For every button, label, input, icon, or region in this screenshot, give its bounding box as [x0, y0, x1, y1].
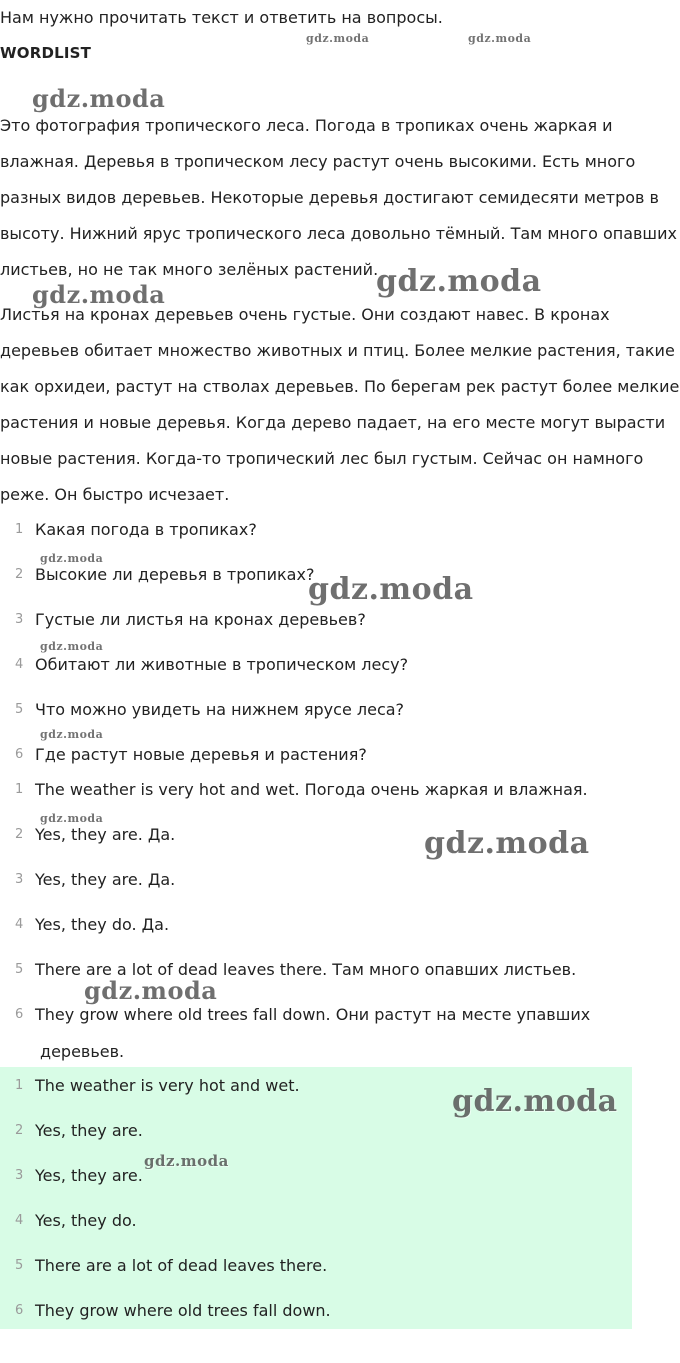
watermark: gdz.moda: [308, 572, 474, 607]
english-answer-item: [0, 1254, 680, 1280]
watermark: gdz.moda: [40, 640, 104, 653]
english-answer-number: 4: [15, 1213, 24, 1228]
english-answer-item: [0, 1119, 680, 1145]
watermark: gdz.moda: [32, 84, 166, 113]
wordlist-heading: WORDLIST: [0, 44, 92, 62]
answer-number: 5: [15, 962, 24, 977]
question-text: Какая погода в тропиках?: [35, 520, 257, 539]
english-answer-text: They grow where old trees fall down.: [35, 1301, 331, 1320]
question-item: [0, 743, 680, 769]
question-number: 2: [15, 567, 24, 582]
watermark: gdz.moda: [424, 826, 590, 861]
watermark: gdz.moda: [144, 1152, 229, 1170]
watermark: gdz.moda: [40, 552, 104, 565]
paragraph-line: как орхидеи, растут на стволах деревьев. По берегам рек растут более мелкие: [0, 377, 680, 396]
answer-number: 6: [15, 1007, 24, 1022]
watermark: gdz.moda: [32, 280, 166, 309]
english-answer-number: 6: [15, 1303, 24, 1318]
paragraph-line: Это фотография тропического леса. Погода в тропиках очень жаркая и: [0, 116, 613, 135]
paragraph-1: [0, 108, 680, 288]
question-text: Высокие ли деревья в тропиках?: [35, 565, 315, 584]
answer-item: [0, 1003, 680, 1029]
answer-number: 2: [15, 827, 24, 842]
answer-text: There are a lot of dead leaves there. Там много опавших листьев.: [35, 960, 577, 979]
english-answer-text: Yes, they are.: [35, 1121, 143, 1140]
watermark: gdz.moda: [468, 32, 532, 45]
english-answer-number: 5: [15, 1258, 24, 1273]
paragraph-line: листьев, но не так много зелёных растений.: [0, 260, 379, 279]
english-answer-item: [0, 1164, 680, 1190]
paragraph-line: растения и новые деревья. Когда дерево падает, на его месте могут вырасти: [0, 413, 666, 432]
paragraph-line: новые растения. Когда-то тропический лес был густым. Сейчас он намного: [0, 449, 644, 468]
answer-item: [0, 778, 680, 804]
intro-text: Нам нужно прочитать текст и ответить на вопросы.: [0, 8, 443, 27]
question-text: Обитают ли животные в тропическом лесу?: [35, 655, 409, 674]
paragraph-line: Листья на кронах деревьев очень густые. Они создают навес. В кронах: [0, 305, 610, 324]
watermark: gdz.moda: [40, 728, 104, 741]
english-answer-text: Yes, they are.: [35, 1166, 143, 1185]
question-item: [0, 608, 680, 634]
answer-number: 1: [15, 782, 24, 797]
paragraph-line: реже. Он быстро исчезает.: [0, 485, 230, 504]
english-answer-text: The weather is very hot and wet.: [35, 1076, 300, 1095]
answer-text: They grow where old trees fall down. Они растут на месте упавших: [35, 1005, 591, 1024]
watermark: gdz.moda: [84, 976, 218, 1005]
paragraph-2: [0, 297, 680, 513]
paragraph-line: высоту. Нижний ярус тропического леса довольно тёмный. Там много опавших: [0, 224, 677, 243]
english-answer-number: 3: [15, 1168, 24, 1183]
watermark: gdz.moda: [376, 264, 542, 299]
question-item: [0, 518, 680, 544]
question-text: Что можно увидеть на нижнем ярусе леса?: [35, 700, 405, 719]
english-answer-item: [0, 1209, 680, 1235]
question-number: 3: [15, 612, 24, 627]
watermark: gdz.moda: [40, 812, 104, 825]
question-text: Где растут новые деревья и растения?: [35, 745, 367, 764]
question-number: 1: [15, 522, 24, 537]
question-number: 5: [15, 702, 24, 717]
answer-text: Yes, they are. Да.: [35, 870, 176, 889]
paragraph-line: деревьев обитает множество животных и птиц. Более мелкие растения, такие: [0, 341, 675, 360]
english-answer-text: Yes, they do.: [35, 1211, 137, 1230]
answer-continuation: деревьев.: [40, 1042, 125, 1061]
answer-text: The weather is very hot and wet. Погода очень жаркая и влажная.: [35, 780, 588, 799]
answer-number: 3: [15, 872, 24, 887]
question-number: 4: [15, 657, 24, 672]
english-answer-item: [0, 1299, 680, 1325]
question-item: [0, 698, 680, 724]
watermark: gdz.moda: [306, 32, 370, 45]
answer-number: 4: [15, 917, 24, 932]
question-number: 6: [15, 747, 24, 762]
answer-text: Yes, they do. Да.: [35, 915, 170, 934]
english-answer-number: 1: [15, 1078, 24, 1093]
answer-item: [0, 868, 680, 894]
english-answer-number: 2: [15, 1123, 24, 1138]
paragraph-line: влажная. Деревья в тропическом лесу растут очень высокими. Есть много: [0, 152, 636, 171]
answer-text: Yes, they are. Да.: [35, 825, 176, 844]
paragraph-line: разных видов деревьев. Некоторые деревья достигают семидесяти метров в: [0, 188, 659, 207]
answer-item: [0, 913, 680, 939]
question-item: [0, 653, 680, 679]
english-answer-text: There are a lot of dead leaves there.: [35, 1256, 328, 1275]
question-text: Густые ли листья на кронах деревьев?: [35, 610, 366, 629]
watermark: gdz.moda: [452, 1084, 618, 1119]
